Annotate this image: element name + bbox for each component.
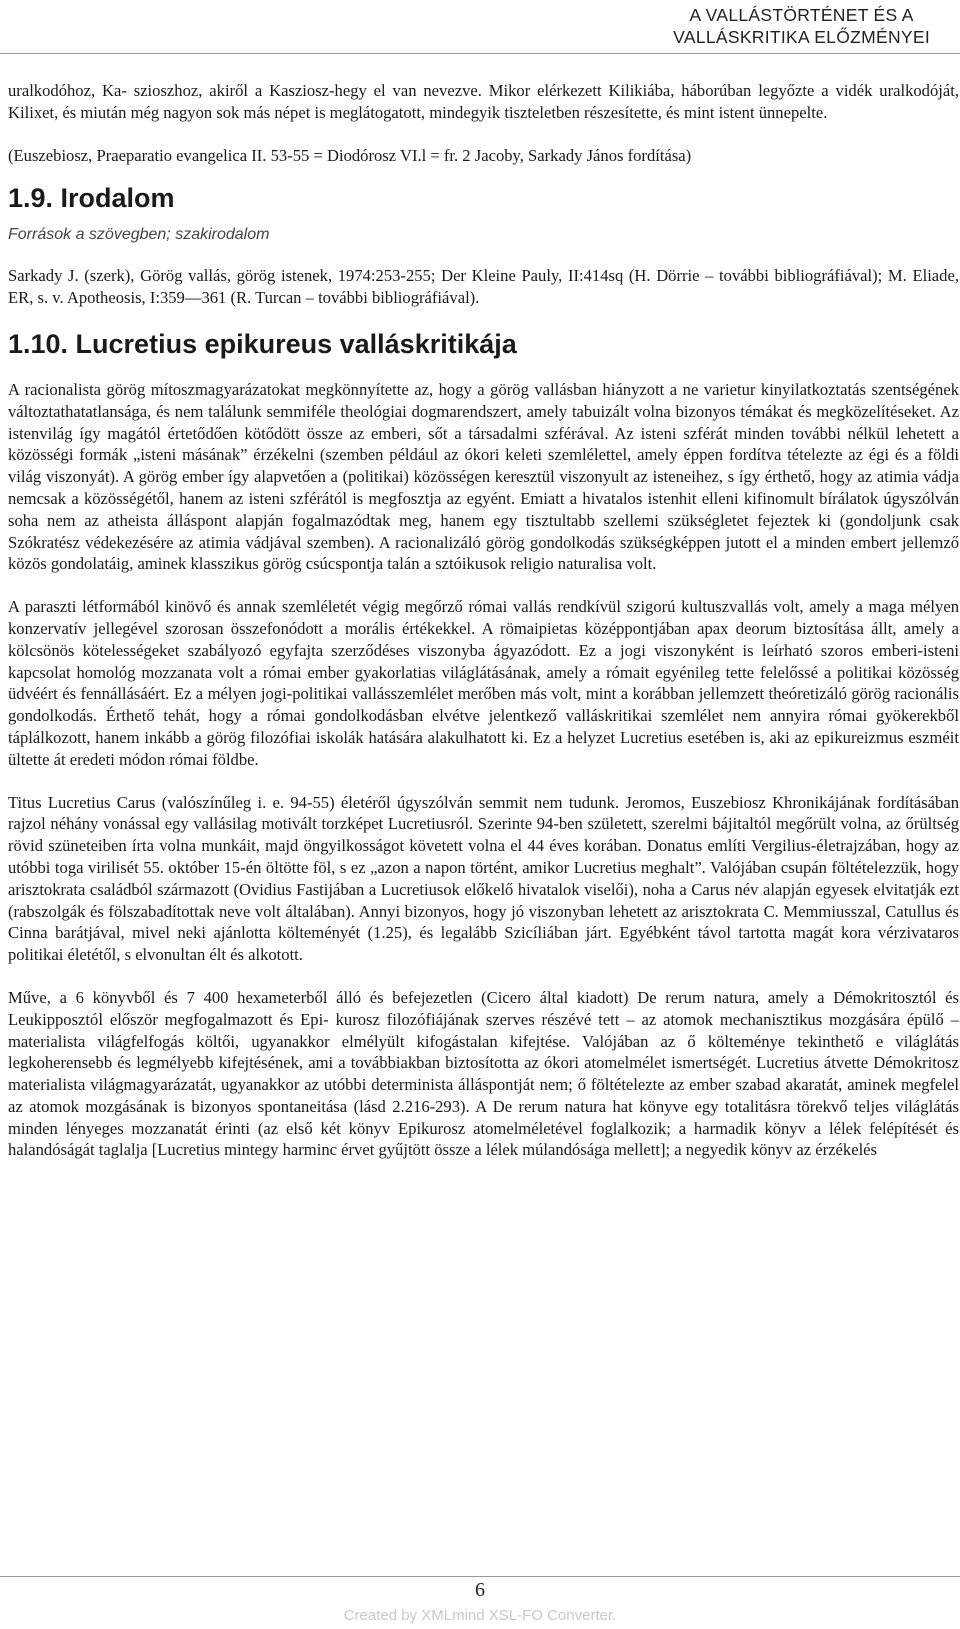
section-heading-lucretius: 1.10. Lucretius epikureus valláskritikája xyxy=(8,328,517,359)
running-header-line-1: A VALLÁSTÖRTÉNET ÉS A xyxy=(689,5,914,25)
running-header-line-2: VALLÁSKRITIKA ELŐZMÉNYEI xyxy=(673,27,930,47)
body-paragraph-3: Titus Lucretius Carus (valószínűleg i. e. 94-55) életéről úgyszólván semmit nem tudunk. Jeromos, Euszebiosz Khronikájának fordításában rajzol néhány vonással egy vallásilag motivált torzképet Lucretiusról. Szerinte 94-ben született, szerelmi bájitaltól megőrült volna, az őrültség rövid szüneteiben írta volna munkáit, majd öngyilkosságot követett volna el 44 éves korában. Donatus említi Vergilius-életrajzában, hogy az utóbbi toga virilisét 55. október 15-én öltötte föl, s ez „azon a napon történt, amikor Lucretius meghalt”. Valójában csupán föltételezzük, hogy arisztokrata családból származott (Ovidius Fastijában a Lucretiusok előkelő hivatalok viselői), noha a Carus név alapján egyesek elvitatják ezt (rabszolgák és fölszabadítottak neve volt általában). Annyi bizonyos, hogy jó viszonyban lehetett az arisztokrata C. Memmiusszal, Catullus és Cinna barátjával, mivel neki ajánlotta költeményét (1.25), és legalább Szicíliában járt. Egyébként távol tartotta magát kora vérzivataros politikai életétől, s elvonultan élt és alkotott. xyxy=(8,792,959,965)
header-divider xyxy=(0,53,960,54)
page-content xyxy=(8,80,959,1182)
source-citation: (Euszebiosz, Praeparatio evangelica II. 53-55 = Diodórosz VI.l = fr. 2 Jacoby, Sarkady János fordítása) xyxy=(8,145,692,165)
section-heading-literature: 1.9. Irodalom xyxy=(8,183,175,214)
body-paragraph-4: Műve, a 6 könyvből és 7 400 hexameterből álló és befejezetlen (Cicero által kiadott) De rerum natura, amely a Démokritosztól és Leukipposztól először megfogalmazott és Epi- kurosz filozófiájának szerves részévé tett – az atomok mechanisztikus mozgására épülő – materialista világfelfogás költői, ugyanakkor elmélyült kifogástalan kifejtése. Valójában az ő költeménye tekinthető e világlátás legkoherensebb és legmélyebb kifejtésének, ami a továbbiakban biztosította az ókori atomelmélet ismertségét. Lucretius átvette Démokritosz materialista világmagyarázatát, ugyanakkor az utóbbi determinista álláspontját nem; ő föltételezte az ember szabad akaratát, aminek megfelel az atomok mozgásának is bizonyos spontaneitása (lásd 2.216-293). A De rerum natura hat könyve egy totalitásra törekvő teljes világlátás minden lényeges mozzanatát érinti (az első két könyv Epikurosz atomelméletével foglalkozik; a harmadik könyv a lélek felépítését és halandóságát taglalja [Lucretius mintegy harminc érvet gyűjtött össze a lélek múlandósága mellett]; a negyedik könyv az érzékelés xyxy=(8,987,959,1160)
body-paragraph-2: A paraszti létformából kinövő és annak szemléletét végig megőrző római vallás rendkívül szigorú kultuszvallás volt, amely a maga mélyen konzervatív jellegével szorosan összefonódott a morális értékekkel. A römaipietas középpontjában apax deorum biztosítása állt, amely a kölcsönös kötelességeket szabályozó egyfajta szerződéses viszonyba ágyazódott. Ez a jogi viszonyként is leírható szoros emberi-isteni kapcsolat homológ mozzanata volt a római ember gyakorlatias világlátásának, amely a rómait egyénileg tette felelőssé a politikai közösség üdvéért és fennállásáért. Ez a mélyen jogi-politikai vallásszemlélet merőben más volt, mint a korábban jellemzett theóretizáló görög racionális gondolkodás. Érthető tehát, hogy a római gondolkodásban elvétve jelentkező valláskritikai szemlélet nem annyira római gyökerekből táplálkozott, hanem inkább a görög filozófiai iskolák hatására alakulhatott ki. Ez a helyzet Lucretius esetében is, aki az epikureizmus eszméit ültette át eredeti módon római földbe. xyxy=(8,597,959,769)
converter-credit: Created by XMLmind XSL-FO Converter. xyxy=(343,1607,617,1624)
body-paragraph-1: A racionalista görög mítoszmagyarázatokat megkönnyítette az, hogy a görög vallásban hiányzott a ne varietur kinyilatkoztatás szentségének változtathatatlansága, és nem találunk semmiféle theológiai dogmarendszert, amely tabuizált volna bizonyos témákat és megközelítéseket. Az istenvilág így magától értetődően kötődött össze az emberi, sőt a társadalmi szférával. Az isteni szférát minden további nélkül lehetett a közösségi formák „isteni másának” érzékelni (szemben például az ókori keleti szemlélettel, amely éppen fordítva tételezte az égi és a földi világ viszonyát). A görög ember így alapvetően a (politikai) közösségen keresztül viszonyult az isteneihez, s így érthető, hogy az atimia vádja nemcsak a közösségétől, hanem az isteni szférától is megfosztja az egyént. Emiatt a hivatalos istenhit elleni kifinomult bírálatok úgyszólván soha nem az atheista álláspont alapján fogalmazódtak meg, hanem egy tisztultabb szellemi szükségletet fejeztek ki (gondoljunk csak Szókratész védekezésére az atimia vádjával szemben). A racionalizáló görög gondolkodás szükségképpen jutott el a minden embert jellemző közös gondolatáig, aminek klasszikus görög csúcspontja talán a sztóikusok religio naturalisa volt. xyxy=(8,379,959,574)
running-header xyxy=(673,4,930,48)
section-subtitle-literature: Források a szövegben; szakirodalom xyxy=(8,226,270,244)
intro-paragraph: uralkodóhoz, Ka- szioszhoz, akiről a Kasziosz-hegy el van nevezve. Mikor elérkezett Kilikiába, háborúban legyőzte a vidék uralkodóját, Kilixet, és miután még nagyon sok más népet is meglátogatott, mindegyik tiszteletben részesítette, és mint istent ünnepelte. xyxy=(8,81,959,122)
footer-divider xyxy=(0,1576,960,1577)
page-number: 6 xyxy=(475,1579,485,1601)
literature-references: Sarkady J. (szerk), Görög vallás, görög istenek, 1974:253-255; Der Kleine Pauly, II:414sq (H. Dörrie – további bibliográfiával); M. Eliade, ER, s. v. Apotheosis, I:359—361 (R. Turcan – további bibliográfiával). xyxy=(8,266,959,308)
